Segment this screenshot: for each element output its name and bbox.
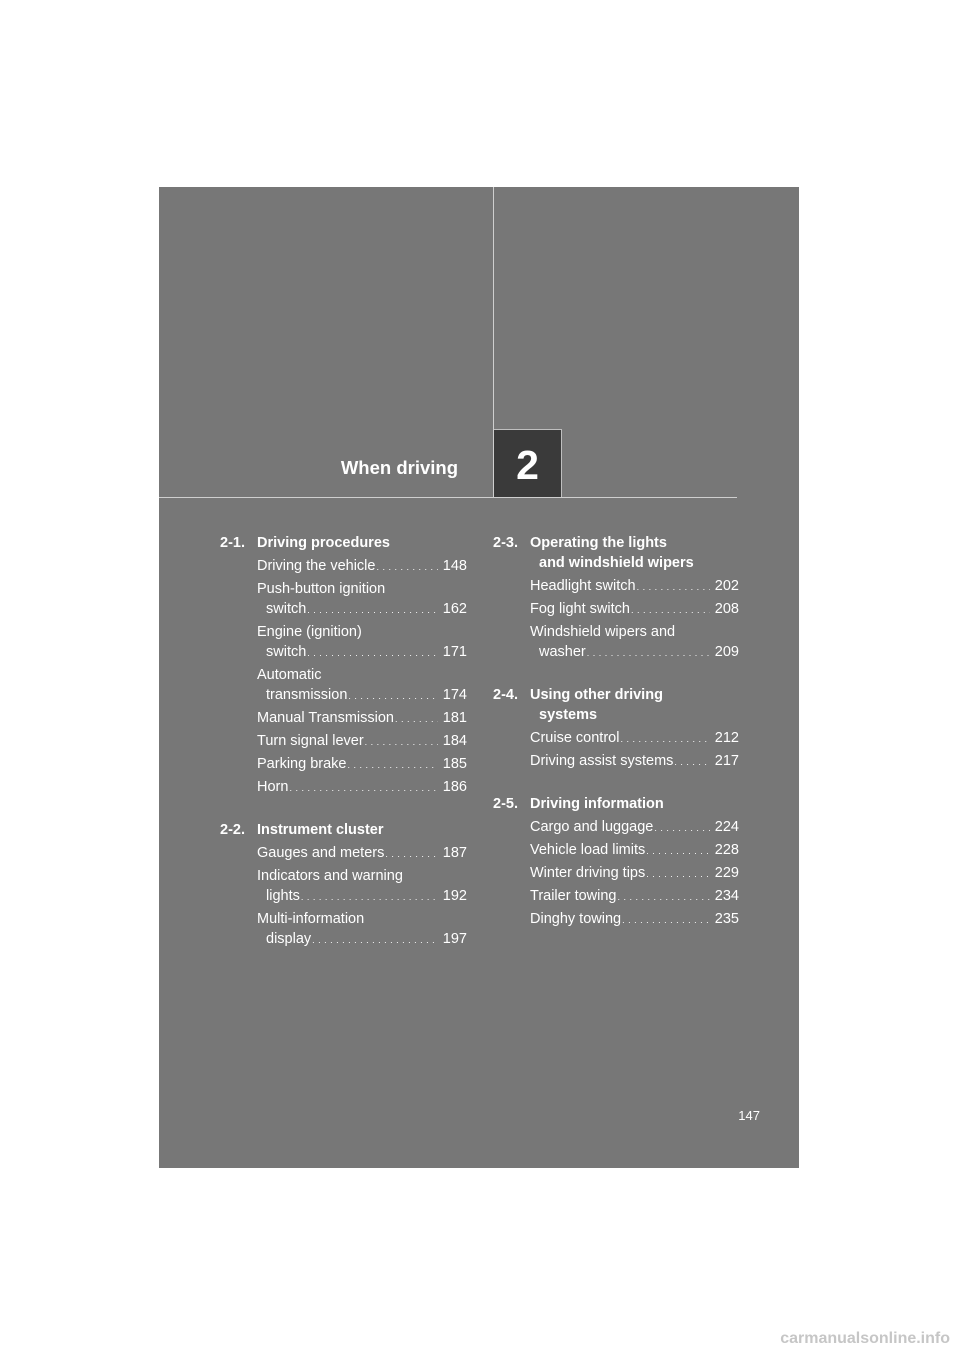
entry-label: Gauges and meters [257,845,385,861]
entry-label: lights [266,888,300,904]
entry-page-number: 197 [442,931,467,947]
toc-entry[interactable] [530,599,739,620]
toc-section [220,533,467,798]
entry-page-number: 185 [442,756,467,772]
page-number: 147 [738,1108,760,1123]
dot-leader [307,599,438,620]
section-title-line: Instrument cluster [257,822,384,838]
toc-entry[interactable] [530,728,739,749]
dot-leader [631,599,710,620]
entry-page-number: 209 [714,644,739,660]
entry-page-number: 212 [714,730,739,746]
entry-page-number: 192 [442,888,467,904]
section-heading [493,533,739,573]
dot-leader [674,751,709,772]
entry-label: Multi-information [257,911,365,927]
entry-label: Driving the vehicle [257,558,376,574]
toc-entry[interactable] [530,817,739,838]
entry-page-number: 162 [442,601,467,617]
entry-label: switch [266,601,307,617]
entry-label: Fog light switch [530,601,630,617]
dot-leader [365,731,438,752]
entry-label: Horn [257,779,289,795]
entry-row [530,863,739,884]
toc-entry[interactable] [257,556,467,577]
toc-entry[interactable] [257,777,467,798]
chapter-number-box [494,429,562,497]
entry-page-number: 181 [442,710,467,726]
toc-column-left [220,533,467,972]
entry-page-number: 234 [714,888,739,904]
toc-entry[interactable] [257,579,467,620]
entry-page-number: 235 [714,911,739,927]
toc-section [220,820,467,950]
entry-page-number: 202 [714,578,739,594]
entry-label: Winter driving tips [530,865,646,881]
dot-leader [395,708,438,729]
toc-entry[interactable] [257,708,467,729]
dot-leader [376,556,437,577]
toc-entry[interactable] [530,622,739,663]
entry-row [257,886,467,907]
toc-entry[interactable] [257,909,467,950]
entry-page-number: 224 [714,819,739,835]
section-title-line: and windshield wipers [539,555,694,571]
section-number: 2-1. [220,535,245,551]
entry-row [257,708,467,729]
section-title [530,794,739,814]
entry-label: Parking brake [257,756,347,772]
entry-label: Cargo and luggage [530,819,654,835]
section-title-line: Driving information [530,796,664,812]
dot-leader [654,817,709,838]
toc-section [493,685,739,772]
section-title [257,533,467,553]
dot-leader [646,863,710,884]
entry-row [530,909,739,930]
entry-row [530,642,739,663]
toc-column-right [493,533,739,952]
entry-row [257,843,467,864]
toc-entry[interactable] [257,754,467,775]
entry-page-number: 148 [442,558,467,574]
divider-horizontal [159,497,737,498]
chapter-title: When driving [340,457,458,478]
dot-leader [646,840,710,861]
entry-row [530,599,739,620]
entry-label: Manual Transmission [257,710,394,726]
entry-label: Dinghy towing [530,911,622,927]
dot-leader [348,685,437,706]
entry-label: Cruise control [530,730,620,746]
toc-entry[interactable] [257,731,467,752]
entry-label: display [266,931,312,947]
section-number: 2-3. [493,535,518,551]
entry-row [257,929,467,950]
dot-leader [289,777,437,798]
dot-leader [307,642,438,663]
toc-entry[interactable] [530,863,739,884]
section-title [530,533,739,573]
entry-label: Indicators and warning [257,868,403,884]
watermark: carmanualsonline.info [780,1330,950,1347]
entry-label: Push-button ignition [257,581,386,597]
toc-section [493,794,739,930]
section-title [257,820,467,840]
entry-row [530,728,739,749]
dot-leader [618,886,710,907]
section-heading [220,820,467,840]
section-number: 2-2. [220,822,245,838]
entry-label: Engine (ignition) [257,624,362,640]
dot-leader [312,929,438,950]
section-title-line: Using other driving [530,687,663,703]
entry-page-number: 187 [442,845,467,861]
entry-page-number: 171 [442,644,467,660]
dot-leader [622,909,710,930]
toc-entry[interactable] [257,622,467,663]
entry-page-number: 184 [442,733,467,749]
dot-leader [620,728,709,749]
entry-row [530,817,739,838]
section-title-line: Driving procedures [257,535,390,551]
chapter-number: 2 [516,442,539,488]
entry-row [257,777,467,798]
entry-row [530,840,739,861]
toc-section [493,533,739,663]
dot-leader [347,754,437,775]
dot-leader [301,886,438,907]
entry-row [257,731,467,752]
section-title-line: systems [539,707,598,723]
entry-row [530,576,739,597]
toc-entry[interactable] [530,840,739,861]
entry-page-number: 217 [714,753,739,769]
entry-row [257,556,467,577]
entry-label: Windshield wipers and [530,624,676,640]
entry-label: transmission [266,687,348,703]
toc-entry[interactable] [257,843,467,864]
entry-label: Driving assist systems [530,753,674,769]
section-heading [493,685,739,725]
toc-entry[interactable] [530,576,739,597]
toc-entry[interactable] [530,909,739,930]
section-heading [493,794,739,814]
entry-row [257,685,467,706]
entry-page-number: 208 [714,601,739,617]
toc-entry[interactable] [257,665,467,706]
entry-label: Vehicle load limits [530,842,646,858]
entry-row [257,642,467,663]
entry-row [257,754,467,775]
toc-entry[interactable] [257,866,467,907]
section-heading [220,533,467,553]
toc-entry[interactable] [530,886,739,907]
entry-label: washer [539,644,586,660]
section-number: 2-4. [493,687,518,703]
entry-label: Automatic [257,667,322,683]
section-title-line: Operating the lights [530,535,667,551]
entry-label: switch [266,644,307,660]
dot-leader [385,843,437,864]
entry-page-number: 229 [714,865,739,881]
entry-page-number: 186 [442,779,467,795]
entry-label: Trailer towing [530,888,617,904]
section-title [530,685,739,725]
entry-row [257,599,467,620]
entry-label: Turn signal lever [257,733,364,749]
section-number: 2-5. [493,796,518,812]
dot-leader [637,576,710,597]
entry-page-number: 174 [442,687,467,703]
dot-leader [587,642,710,663]
entry-row [530,751,739,772]
entry-label: Headlight switch [530,578,636,594]
entry-page-number: 228 [714,842,739,858]
entry-row [530,886,739,907]
toc-entry[interactable] [530,751,739,772]
